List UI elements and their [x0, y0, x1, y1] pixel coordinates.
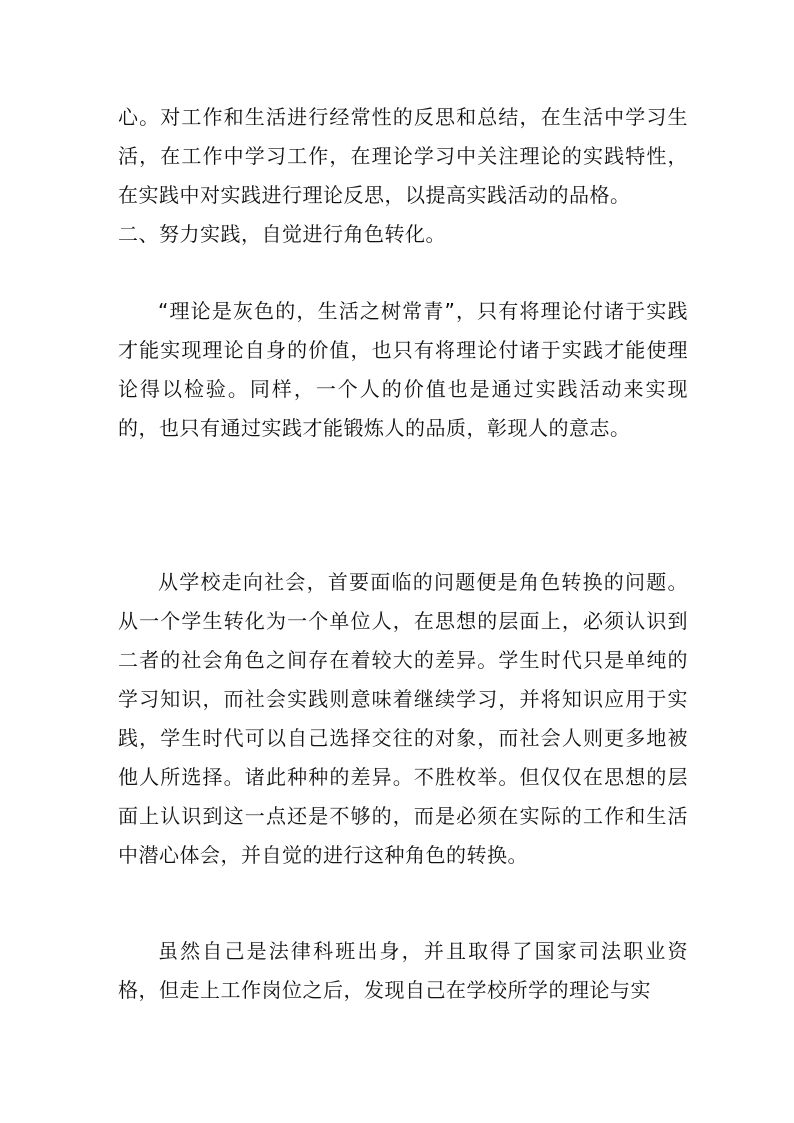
paragraph-1: 心。对工作和生活进行经常性的反思和总结，在生活中学习生活，在工作中学习工作，在理论学习中关注理论的实践特性，在实践中对实践进行理论反思，以提高实践活动的品格。 — [118, 105, 688, 207]
paragraph-2: “理论是灰色的，生活之树常青”，只有将理论付诸于实践才能实现理论自身的价值，也只有将理论付诸于实践才能使理论得以检验。同样，一个人的价值也是通过实践活动来实现的，也只有通过实践才能锻炼人的品质，彰现人的意志。 — [118, 299, 688, 440]
section-heading-2: 二、努力实践，自觉进行角色转化。 — [118, 222, 446, 246]
paragraph-3: 从学校走向社会，首要面临的问题便是角色转换的问题。从一个学生转化为一个单位人，在思想的层面上，必须认识到二者的社会角色之间存在着较大的差异。学生时代只是单纯的学习知识，而社会实践则意味着继续学习，并将知识应用于实践，学生时代可以自己选择交往的对象，而社会人则更多地被他人所选择。诸此种种的差异。不胜枚举。但仅仅在思想的层面上认识到这一点还是不够的，而是必须在实际的工作和生活中潜心体会，并自觉的进行这种角色的转换。 — [118, 570, 688, 867]
paragraph-role-change-block — [118, 563, 688, 875]
paragraph-law-background-block — [118, 932, 688, 1010]
paragraph-4: 虽然自己是法律科班出身，并且取得了国家司法职业资格，但走上工作岗位之后，发现自己在学校所学的理论与实 — [118, 939, 688, 1002]
paragraph-theory-practice-block — [118, 292, 688, 448]
paragraph-reflection — [118, 98, 688, 254]
